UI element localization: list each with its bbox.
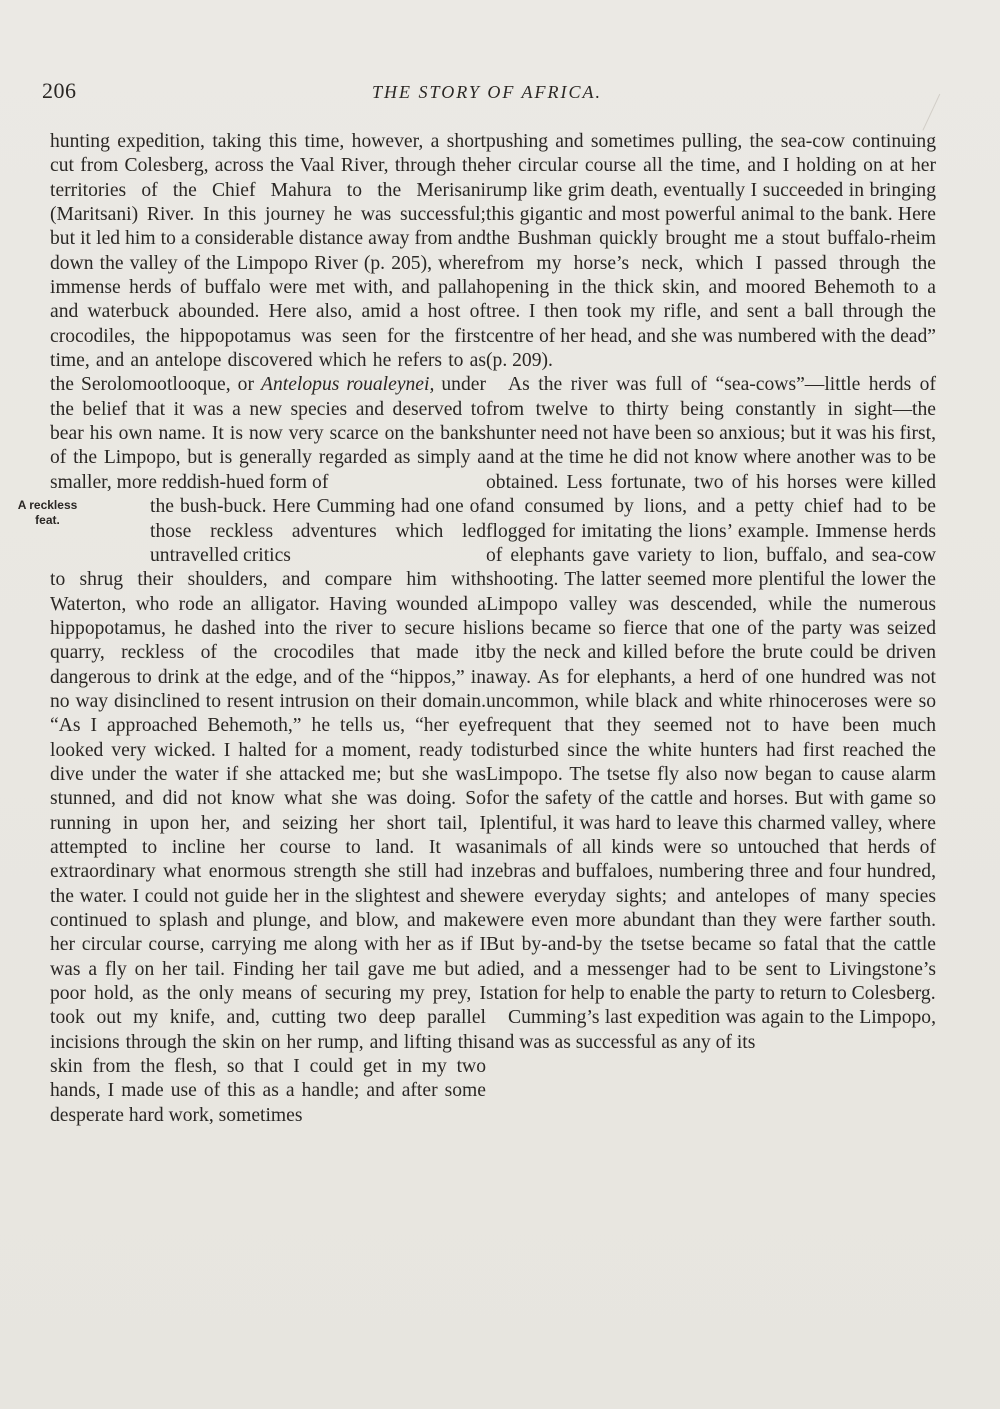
right-column — [486, 130, 936, 1055]
sidenote-line-1: A reckless — [17, 498, 78, 513]
right-paragraph-2: As the river was full of “sea-cows”—little herds of from twelve to thirty being constantly in sight—the hunter need not have been so anxious; but it was his first, and at the time he did not know where another was to be obtained. Less fortunate, two of his horses were killed and consumed by lions, and a petty chief had to be flogged for imitating the lions’ example. Immense herds of elephants gave variety to lion, buffalo, and sea-cow shooting. The latter seemed more plentiful the lower the Limpopo valley was descended, while the numerous lions became so fierce that one of the party was seized by the neck and killed before the brute could be driven away. As for elephants, a herd of one hundred was not uncommon, while black and white rhinoceroses were so frequent that they seemed not to have been much disturbed since the white hunters had first reached the Limpopo. The tsetse fly also now began to cause alarm for the safety of the cattle and horses. But with game so plentiful, it was hard to leave this charmed valley, where animals of all kinds were so untouched that herds of zebras and buffaloes, numbering three and four hundred, were everyday sights; and antelopes of many species were even more abundant than they were farther south. But by-and-by the tsetse became so fatal that the cattle died, and a messenger had to be sent to Livingstone’s station for help to enable the party to return to Colesberg. — [486, 374, 936, 1005]
sidenote-block — [17, 495, 486, 568]
left-text-b: under the belief that it was a new species and deserved to bear his own name. It is now very scarce on the banks of the Limpopo, but is generally regarded as simply a smaller, more reddish-hued form of — [50, 374, 486, 493]
left-paragraph-1 — [50, 130, 486, 495]
right-paragraph-1: pushing and sometimes pulling, the sea-cow continuing her circular course all the time, and I holding on at her rump like grim death, eventually I succeeded in bringing this gigantic and most powerful animal to the bank. Here the Bushman quickly brought me a stout buffalo-rheim from my horse’s neck, which I passed through the opening in the thick skin, and moored Behemoth to a tree. I then took my rifle, and sent a ball through the centre of her head, and she was numbered with the dead” (p. 209). — [486, 131, 936, 372]
left-column — [17, 130, 486, 1128]
page-header — [42, 78, 940, 110]
running-title: THE STORY OF AFRICA. — [372, 82, 603, 102]
species-name-italic: Antelopus roualeynei, — [261, 374, 435, 396]
left-indented-text: the bush-buck. Here Cumming had one of those reckless adventures which led untravelled critics — [150, 496, 486, 566]
sidenote-line-2: feat. — [35, 513, 60, 528]
right-paragraph-3: Cumming’s last expedition was again to the Limpopo, and was as successful as any of its — [486, 1007, 936, 1053]
margin-sidenote — [0, 498, 95, 528]
left-text-c: to shrug their shoulders, and compare him with Waterton, who rode an alligator. Having wounded a hippopotamus, he dashed into the river to secure his quarry, reckless of the crocodiles that made it dangerous to drink at the edge, and of the “hippos,” in no way disinclined to resent intrusion on their domain. “As I approached Behemoth,” he tells us, “her eye looked very wicked. I halted for a moment, ready to dive under the water if she attacked me; but she was stunned, and did not know what she was doing. So running in upon her, and seizing her short tail, I attempted to incline her course to land. It was extraordinary what enormous strength she still had in the water. I could not guide her in the slightest and she continued to splash and plunge, and blow, and make her circular course, carrying me along with her as if I was a fly on her tail. Finding her tail gave me but a poor hold, as the only means of securing my prey, I took out my knife, and, cutting two deep parallel incisions through the skin on her rump, and lifting this skin from the flesh, so that I could get in my two hands, I made use of this as a handle; and after some desperate hard work, sometimes — [50, 569, 486, 1126]
page-number: 206 — [42, 78, 77, 103]
left-text-a: hunting expedition, taking this time, however, a short cut from Colesberg, across the Vaal River, through the territories of the Chief Mahura to the Merisani (Maritsani) River. In this journey he was successful; but it led him to a considerable distance away from and down the valley of the Limpopo River (p. 205), where immense herds of buffalo were met with, and pallah and waterbuck abounded. Here also, amid a host of crocodiles, the hippopotamus was seen for the first time, and an antelope discovered which he refers to as the Serolomootlooque, or — [50, 131, 486, 396]
